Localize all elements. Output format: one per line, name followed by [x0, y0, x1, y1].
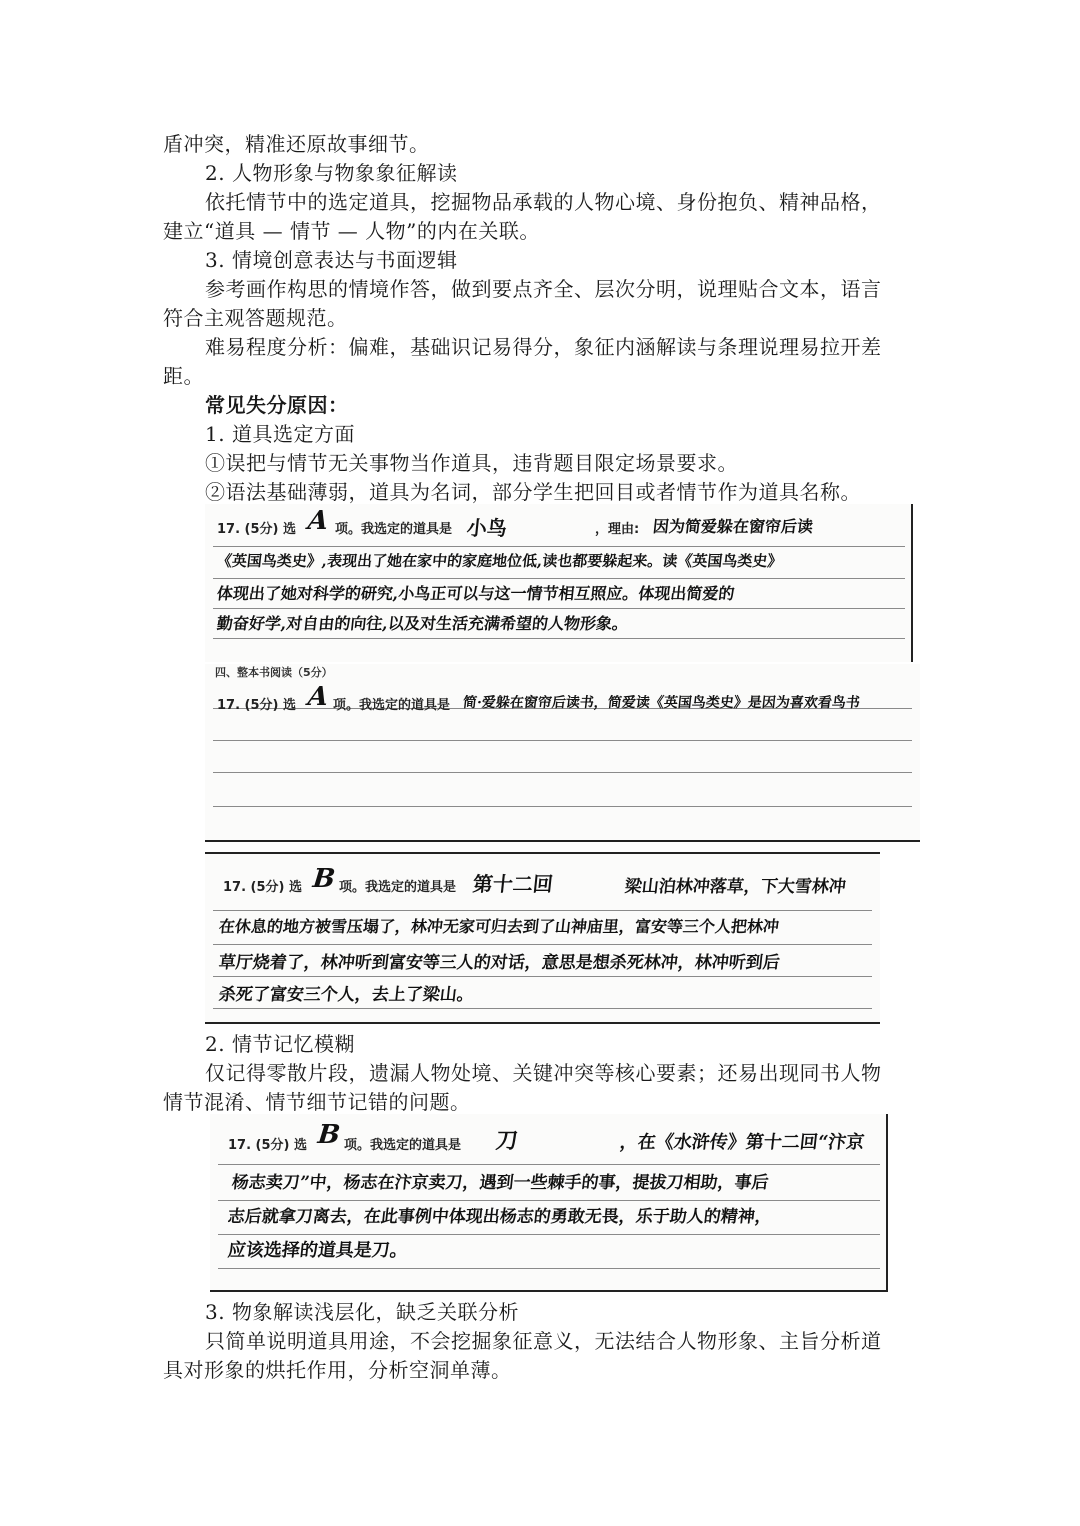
handwritten-answer: 勤奋好学,对自由的向往,以及对生活充满希望的人物形象。 — [215, 614, 630, 633]
text-line: 情节混淆、情节细节记错的问题。 — [163, 1090, 471, 1114]
handwritten-item: 第十二回 — [471, 872, 555, 896]
question-prompt: 项。我选定的道具是 — [344, 1138, 462, 1153]
section-heading: 2. 情节记忆模糊 — [205, 1032, 355, 1056]
handwritten-answer: ，在《水浒传》第十二回“汴京 — [618, 1132, 866, 1153]
handwritten-answer: 因为简爱躲在窗帘后读 — [651, 517, 814, 536]
text-line: 具对形象的烘托作用，分析空洞单薄。 — [163, 1358, 512, 1382]
question-number: 17. (5分) 选 — [223, 880, 303, 895]
text-line: 依托情节中的选定道具，挖掘物品承载的人物心境、身份抱负、精神品格， — [205, 190, 882, 214]
question-prompt: 项。我选定的道具是 — [335, 522, 453, 537]
handwritten-answer: 在休息的地方被雪压塌了，林冲无家可归去到了山神庙里，富安等三个人把林冲 — [217, 917, 780, 936]
text-line: 只简单说明道具用途，不会挖掘象征意义，无法结合人物形象、主旨分析道 — [205, 1329, 882, 1353]
handwritten-answer: 《英国鸟类史》,表现出了她在家中的家庭地位低,读也都要躲起来。读《英国鸟类史》 — [216, 552, 784, 570]
handwritten-answer: 体现出了她对科学的研究,小鸟正可以与这一情节相互照应。体现出简爱的 — [215, 584, 736, 603]
text-line: 符合主观答题规范。 — [163, 306, 348, 330]
handwritten-answer: 应该选择的道具是刀。 — [226, 1240, 409, 1261]
answer-sheet-scan — [210, 1114, 888, 1292]
text-line: 仅记得零散片段，遗漏人物处境、关键冲突等核心要素；还易出现同书人物 — [205, 1061, 882, 1085]
text-line: 难易程度分析：偏难，基础识记易得分，象征内涵解读与条理说理易拉开差 — [205, 335, 882, 359]
handwritten-answer: 简·爱躲在窗帘后读书，简爱读《英国鸟类史》是因为喜欢看鸟书 — [462, 695, 861, 711]
section-heading-bold: 常见失分原因： — [205, 393, 349, 417]
handwritten-answer: 梁山泊林冲落草，下大雪林冲 — [623, 877, 847, 897]
question-prompt: 项。我选定的道具是 — [339, 880, 457, 895]
question-prompt: ，理由: — [595, 522, 640, 537]
handwritten-choice: B — [311, 864, 337, 894]
answer-sheet-scan — [205, 852, 880, 1024]
handwritten-item: 刀 — [494, 1128, 520, 1154]
section-heading: 1. 道具选定方面 — [205, 422, 355, 446]
question-prompt: 项。我选定的道具是 — [333, 698, 451, 713]
handwritten-answer: 杀死了富安三个人，去上了梁山。 — [217, 985, 475, 1005]
handwritten-answer: 志后就拿刀离去，在此事例中体现出杨志的勇敢无畏，乐于助人的精神， — [226, 1207, 773, 1227]
section-heading: 3. 物象解读浅层化，缺乏关联分析 — [205, 1300, 519, 1324]
section-heading: 3. 情境创意表达与书面逻辑 — [205, 248, 458, 272]
text-line: 距。 — [163, 364, 204, 388]
answer-sheet-scan — [205, 664, 920, 842]
question-number: 17. (5分) 选 — [217, 522, 297, 537]
text-line: ①误把与情节无关事物当作道具，违背题目限定场景要求。 — [205, 451, 738, 475]
answer-sheet-scan — [205, 504, 913, 662]
text-line: 参考画作构思的情境作答，做到要点齐全、层次分明，说理贴合文本，语言 — [205, 277, 882, 301]
question-number: 17. (5分) 选 — [217, 698, 297, 713]
handwritten-item: 小鸟 — [465, 516, 509, 540]
text-line: 盾冲突，精准还原故事细节。 — [163, 132, 430, 156]
text-line: 建立“道具 — 情节 — 人物”的内在关联。 — [163, 219, 540, 243]
question-number: 17. (5分) 选 — [228, 1138, 308, 1153]
handwritten-answer: 草厅烧着了，林冲听到富安等三人的对话，意思是想杀死林冲，林冲听到后 — [217, 953, 781, 973]
handwritten-choice: A — [306, 682, 330, 712]
handwritten-choice: B — [316, 1120, 342, 1150]
handwritten-choice: A — [306, 506, 330, 536]
section-heading: 2. 人物形象与物象象征解读 — [205, 161, 458, 185]
handwritten-answer: 杨志卖刀”中，杨志在汴京卖刀，遇到一些棘手的事，提拔刀相助，事后 — [230, 1173, 770, 1193]
section-header: 四、整本书阅读（5分） — [215, 666, 333, 679]
text-line: ②语法基础薄弱，道具为名词，部分学生把回目或者情节作为道具名称。 — [205, 480, 861, 504]
